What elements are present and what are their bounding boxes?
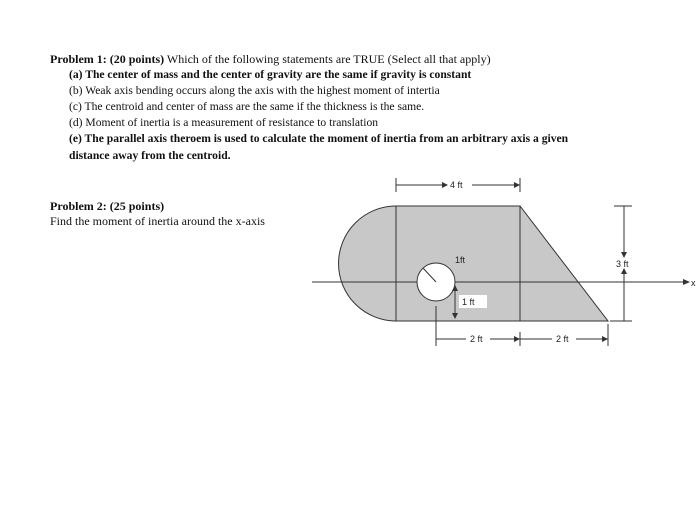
option-c: (c) The centroid and center of mass are the same if the thickness is the same. [69,100,425,113]
bottom-dim-label-right: 2 ft [556,334,569,344]
x-axis-arrow-icon [683,279,690,285]
hole-offset-label: 1 ft [462,297,475,307]
problem2-text: Find the moment of inertia around the x-axis [50,214,265,228]
right-dim-label: 3 ft [616,259,629,269]
arrow-down-icon [621,252,627,258]
hole-radius-label: 1ft [455,255,466,265]
option-b: (b) Weak axis bending occurs along the axis with the highest moment of intertia [69,84,440,97]
problem1-title: Problem 1: (20 points) [50,52,165,66]
option-a: (a) The center of mass and the center of gravity are the same if gravity is constant [69,68,472,81]
option-e-continued: distance away from the centroid. [69,149,231,162]
option-e: (e) The parallel axis theroem is used to calculate the moment of inertia from an arbitrary axis a given [69,132,569,145]
arrow-right-icon [442,182,448,188]
problem2-title: Problem 2: (25 points) [50,199,165,213]
arrow-right-icon [514,336,520,342]
arrow-right-icon [514,182,520,188]
option-d: (d) Moment of inertia is a measurement of resistance to translation [69,116,379,129]
top-dim-label: 4 ft [450,180,463,190]
problem1-prompt: Which of the following statements are TRUE (Select all that apply) [166,52,491,66]
bottom-dim-label-left: 2 ft [470,334,483,344]
arrow-right-icon [602,336,608,342]
x-axis-label: x [691,278,696,288]
